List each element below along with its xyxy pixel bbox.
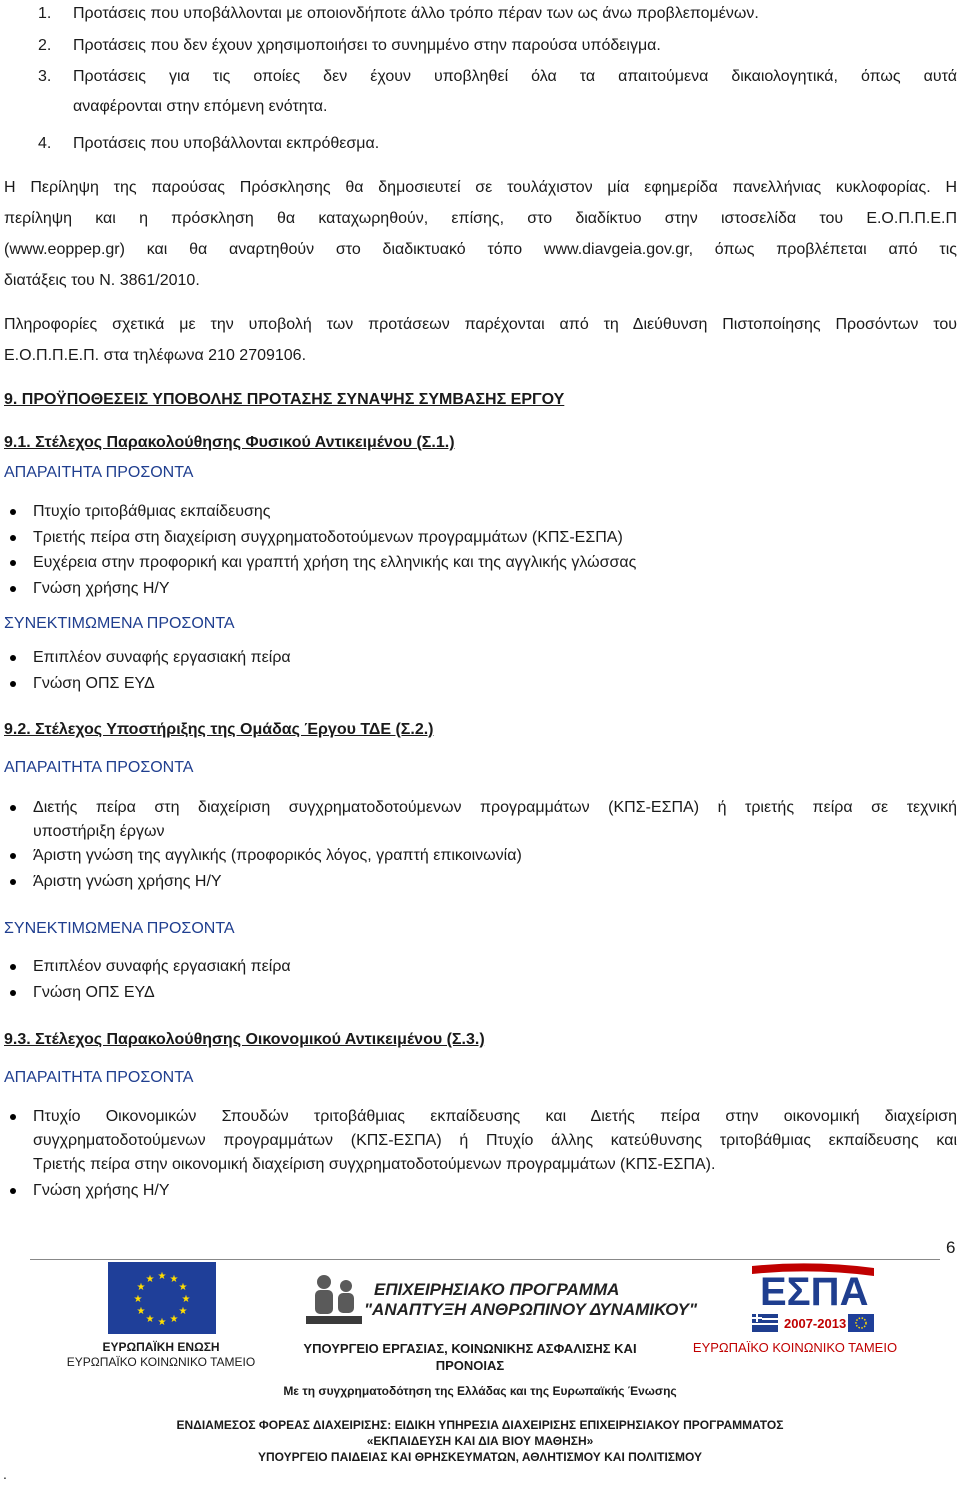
esf-label: ΕΥΡΩΠΑΪΚΟ ΚΟΙΝΩΝΙΚΟ ΤΑΜΕΙΟ	[692, 1340, 898, 1355]
trailing-dot: .	[3, 1466, 7, 1482]
list-item-continuation: αναφέρονται στην επόμενη ενότητα.	[73, 98, 328, 115]
espa-logo-text: ΕΣΠΑ	[760, 1270, 869, 1314]
managing-body-line2: «ΕΚΠΑΙΔΕΥΣΗ ΚΑΙ ΔΙΑ ΒΙΟΥ ΜΑΘΗΣΗ»	[366, 1434, 594, 1448]
svg-text:★: ★	[145, 1314, 155, 1325]
eu-label	[66, 1340, 256, 1370]
svg-text:★: ★	[169, 1314, 179, 1325]
section-heading: 9. ΠΡΟΫΠΟΘΕΣΕΙΣ ΥΠΟΒΟΛΗΣ ΠΡΟΤΑΣΗΣ ΣΥΝΑΨΗΣ ΣΥΜΒΑΣΗΣ ΕΡΓΟΥ	[4, 391, 565, 408]
bullet-item: Ευχέρεια στην προφορική και γραπτή χρήση της ελληνικής και της αγγλικής γλώσσας	[33, 554, 637, 571]
espa-logo-years: 2007-2013	[784, 1316, 847, 1331]
bullet	[10, 879, 16, 885]
bullet-item: Επιπλέον συναφής εργασιακή πείρα	[33, 958, 291, 975]
bullet-item: Γνώση ΟΠΣ ΕΥΔ	[33, 984, 155, 1001]
subsection-heading: 9.1. Στέλεχος Παρακολούθησης Φυσικού Αντικειμένου (Σ.1.)	[4, 434, 455, 451]
bullet	[10, 560, 16, 566]
svg-text:★: ★	[145, 1274, 155, 1285]
bullet-item: Άριστη γνώση της αγγλικής (προφορικός λόγος, γραπτή επικοινωνία)	[33, 847, 522, 864]
bullet	[10, 805, 16, 811]
bullet	[10, 990, 16, 996]
operational-programme-logo	[300, 1266, 700, 1336]
list-item: Προτάσεις που υποβάλλονται εκπρόθεσμα.	[73, 135, 380, 152]
svg-text:★: ★	[169, 1274, 179, 1285]
bullet-item: Διετής πείρα στη διαχείριση συγχρηματοδοτούμενων προγραμμάτων (ΚΠΣ-ΕΣΠΑ) ή τριετής πείρα σε τεχνική	[33, 799, 957, 816]
preferred-label: ΣΥΝΕΚΤΙΜΩΜΕΝΑ ΠΡΟΣΟΝΤΑ	[4, 920, 235, 937]
managing-body-line1: ΕΝΔΙΑΜΕΣΟΣ ΦΟΡΕΑΣ ΔΙΑΧΕΙΡΙΣΗΣ: ΕΙΔΙΚΗ ΥΠΗΡΕΣΙΑ ΔΙΑΧΕΙΡΙΣΗΣ ΕΠΙΧΕΙΡΗΣΙΑΚΟΥ ΠΡΟΓΡΑΜΜΑΤΟΣ	[176, 1418, 784, 1432]
bullet	[10, 509, 16, 515]
bullet	[10, 853, 16, 859]
ministry-line1: ΥΠΟΥΡΓΕΙΟ ΕΡΓΑΣΙΑΣ, ΚΟΙΝΩΝΙΚΗΣ ΑΣΦΑΛΙΣΗΣ ΚΑΙ	[303, 1341, 637, 1356]
svg-text:★: ★	[157, 1317, 167, 1328]
svg-text:★: ★	[136, 1282, 146, 1293]
list-number: 1.	[38, 5, 52, 22]
required-label: ΑΠΑΡΑΙΤΗΤΑ ΠΡΟΣΟΝΤΑ	[4, 759, 194, 776]
ministry-line2: ΠΡΟΝΟΙΑΣ	[435, 1358, 505, 1373]
bullet	[10, 586, 16, 592]
svg-text:★: ★	[178, 1282, 188, 1293]
svg-text:★: ★	[181, 1294, 191, 1305]
eu-label-line1: ΕΥΡΩΠΑΪΚΗ ΕΝΩΣΗ	[102, 1340, 220, 1354]
paragraph-line: Η Περίληψη της παρούσας Πρόσκλησης θα δημοσιευτεί σε τουλάχιστον μία εφημερίδα πανελλήνιας κυκλοφορίας. Η	[4, 179, 957, 196]
bullet	[10, 964, 16, 970]
list-number: 3.	[38, 68, 52, 85]
bullet-item: Γνώση ΟΠΣ ΕΥΔ	[33, 675, 155, 692]
bullet-item: Γνώση χρήσης Η/Υ	[33, 580, 170, 597]
paragraph-line: διατάξεις του Ν. 3861/2010.	[4, 272, 200, 289]
svg-text:★: ★	[178, 1306, 188, 1317]
list-number: 4.	[38, 135, 52, 152]
bullet	[10, 681, 16, 687]
bullet-item-continuation: συγχρηματοδοτούμενων προγραμμάτων (ΚΠΣ-ΕΣΠΑ) ή Πτυχίο άλλης κατεύθυνσης τριτοβάθμιας εκπαίδευσης και	[33, 1132, 957, 1149]
op-logo-line1: ΕΠΙΧΕΙΡΗΣΙΑΚΟ ΠΡΟΓΡΑΜΜΑ	[374, 1280, 620, 1299]
list-number: 2.	[38, 37, 52, 54]
bullet-item: Άριστη γνώση χρήσης Η/Υ	[33, 873, 222, 890]
bullet-item: Επιπλέον συναφής εργασιακή πείρα	[33, 649, 291, 666]
bullet	[10, 655, 16, 661]
paragraph-line: Ε.Ο.Π.Π.Ε.Π. στα τηλέφωνα 210 2709106.	[4, 347, 307, 364]
bullet-item: Πτυχίο τριτοβάθμιας εκπαίδευσης	[33, 503, 271, 520]
bullet	[10, 535, 16, 541]
espa-logo	[752, 1262, 874, 1336]
required-label: ΑΠΑΡΑΙΤΗΤΑ ΠΡΟΣΟΝΤΑ	[4, 464, 194, 481]
eu-label-line2: ΕΥΡΩΠΑΪΚΟ ΚΟΙΝΩΝΙΚΟ ΤΑΜΕΙΟ	[66, 1355, 256, 1369]
subsection-heading: 9.3. Στέλεχος Παρακολούθησης Οικονομικού Αντικειμένου (Σ.3.)	[4, 1031, 485, 1048]
paragraph-line: περίληψη και η πρόσκληση θα καταχωρηθούν, επίσης, στο διαδίκτυο στην ιστοσελίδα του Ε.Ο.Π.Π.Ε.Π	[4, 210, 957, 227]
paragraph-line: (www.eoppep.gr) και θα αναρτηθούν στο διαδικτυακό τόπο www.diavgeia.gov.gr, όπως προβλέπεται από τις	[4, 241, 957, 258]
bullet-item: Πτυχίο Οικονομικών Σπουδών τριτοβάθμιας εκπαίδευσης και Διετής πείρα στην οικονομική διαχείριση	[33, 1108, 957, 1125]
page-number: 6	[946, 1238, 956, 1257]
bullet	[10, 1188, 16, 1194]
footer-divider	[30, 1259, 940, 1260]
bullet-item-continuation: Τριετής πείρα στην οικονομική διαχείριση συγχρηματοδοτούμενων προγραμμάτων (ΚΠΣ-ΕΣΠΑ).	[33, 1156, 716, 1173]
svg-text:★: ★	[157, 1271, 167, 1282]
list-item: Προτάσεις που υποβάλλονται με οποιονδήποτε άλλο τρόπο πέραν των ως άνω προβλεπομένων.	[73, 5, 759, 22]
cofunding-label: Με τη συγχρηματοδότηση της Ελλάδας και της Ευρωπαϊκής Ένωσης	[283, 1384, 677, 1398]
managing-body-line3: ΥΠΟΥΡΓΕΙΟ ΠΑΙΔΕΙΑΣ ΚΑΙ ΘΡΗΣΚΕΥΜΑΤΩΝ, ΑΘΛΗΤΙΣΜΟΥ ΚΑΙ ΠΟΛΙΤΙΣΜΟΥ	[258, 1450, 702, 1464]
required-label: ΑΠΑΡΑΙΤΗΤΑ ΠΡΟΣΟΝΤΑ	[4, 1069, 194, 1086]
preferred-label: ΣΥΝΕΚΤΙΜΩΜΕΝΑ ΠΡΟΣΟΝΤΑ	[4, 615, 235, 632]
subsection-heading: 9.2. Στέλεχος Υποστήριξης της Ομάδας Έργου ΤΔΕ (Σ.2.)	[4, 721, 434, 738]
bullet-item-continuation: υποστήριξη έργων	[33, 823, 165, 840]
op-logo-line2: "ΑΝΑΠΤΥΞΗ ΑΝΘΡΩΠΙΝΟΥ ΔΥΝΑΜΙΚΟΥ"	[364, 1300, 698, 1319]
bullet-item: Τριετής πείρα στη διαχείριση συγχρηματοδοτούμενων προγραμμάτων (ΚΠΣ-ΕΣΠΑ)	[33, 529, 623, 546]
eu-flag-logo	[108, 1262, 216, 1334]
svg-text:★: ★	[133, 1294, 143, 1305]
list-item: Προτάσεις που δεν έχουν χρησιμοποιήσει το συνημμένο στην παρούσα υπόδειγμα.	[73, 37, 661, 54]
bullet-item: Γνώση χρήσης Η/Υ	[33, 1182, 170, 1199]
list-item: Προτάσεις για τις οποίες δεν έχουν υποβληθεί όλα τα απαιτούμενα δικαιολογητικά, όπως αυτά	[73, 68, 957, 85]
bullet	[10, 1114, 16, 1120]
ministry-label	[286, 1340, 654, 1374]
paragraph-line: Πληροφορίες σχετικά με την υποβολή των προτάσεων παρέχονται από τη Διεύθυνση Πιστοποίησης Προσόντων του	[4, 316, 957, 333]
svg-text:★: ★	[136, 1306, 146, 1317]
